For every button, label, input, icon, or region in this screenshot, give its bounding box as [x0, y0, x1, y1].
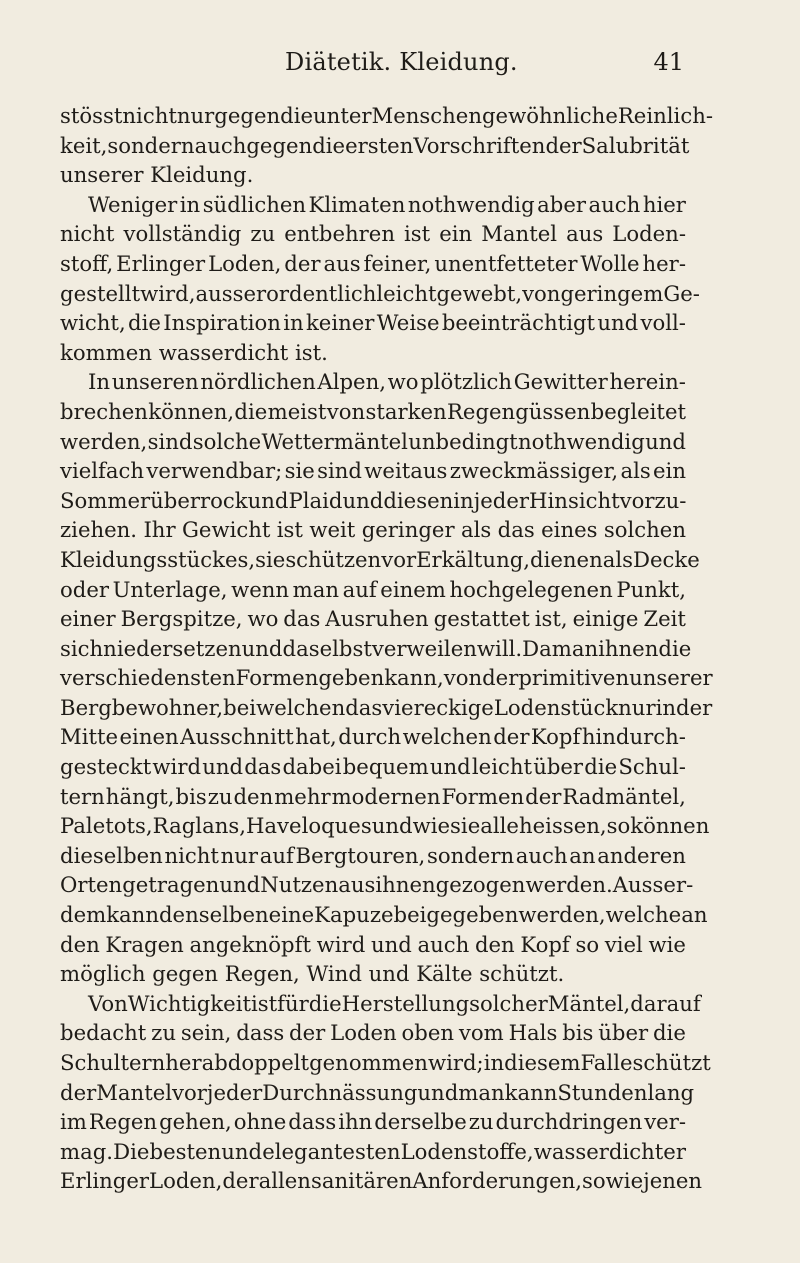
text-line: im Regen gehen, ohne dass ihn derselbe zu durchdringen ver-	[60, 1109, 686, 1135]
text-line: oder Unterlage, wenn man auf einem hochgelegenen Punkt,	[60, 576, 686, 602]
text-line: mag. Die besten und elegantesten Lodenstoffe, wasserdichter	[60, 1138, 686, 1164]
text-line: werden, sind solche Wettermäntel unbedingt nothwendig und	[60, 428, 686, 454]
text-line: möglich gegen Regen, Wind und Kälte schützt.	[60, 961, 565, 987]
text-line: Bergbewohner, bei welchen das viereckige Lodenstück nur in der	[60, 694, 713, 720]
text-line: Erlinger Loden, der allen sanitären Anforderungen, sowie jenen	[60, 1168, 703, 1194]
text-line: Mitte einen Ausschnitt hat, durch welchen der Kopf hindurch-	[60, 724, 686, 750]
text-line: verschiedensten Formen geben kann, von der primitiven unserer	[60, 665, 713, 691]
text-line: der Mantel vor jeder Durchnässung und man kann Stunden lang	[60, 1079, 695, 1105]
text-line: dem kann denselben eine Kapuze beigegeben werden, welche an	[60, 902, 708, 928]
text-line: unserer Kleidung.	[60, 162, 254, 188]
text-line: einer Bergspitze, wo das Ausruhen gestattet ist, einige Zeit	[60, 606, 686, 632]
text-line: sich niedersetzen und daselbst verweilen will. Da man ihnen die	[60, 635, 692, 661]
text-line: Von Wichtigkeit ist für die Herstellung solcher Mäntel, darauf	[88, 990, 701, 1016]
text-line: gesteckt wird und das dabei bequem und leicht über die Schul-	[60, 754, 686, 780]
text-line: brechen können, die meist von starken Regengüssen begleitet	[60, 398, 686, 424]
body-text	[60, 101, 713, 1196]
page-number: 41	[653, 48, 684, 76]
text-line: ziehen. Ihr Gewicht ist weit geringer als das eines solchen	[60, 517, 686, 543]
text-line: Weniger in südlichen Klimaten nothwendig aber auch hier	[88, 191, 686, 217]
text-line: Paletots, Raglans, Haveloques und wie sie alle heissen, so können	[60, 813, 710, 839]
text-line: nicht vollständig zu entbehren ist ein Mantel aus Loden-	[60, 221, 686, 247]
text-line: dieselben nicht nur auf Bergtouren, sondern auch an anderen	[60, 842, 686, 868]
text-line: keit, sondern auch gegen die ersten Vorschriften der Salubrität	[60, 132, 690, 158]
text-line: den Kragen angeknöpft wird und auch den Kopf so viel wie	[60, 931, 686, 957]
page-header	[60, 48, 684, 88]
running-title: Diätetik. Kleidung.	[285, 48, 518, 76]
text-line: In unseren nördlichen Alpen, wo plötzlich Gewitter herein-	[88, 369, 686, 395]
text-line: kommen wasserdicht ist.	[60, 339, 328, 365]
text-line: Schultern herab doppelt genommen wird; in diesem Falle schützt	[60, 1050, 711, 1075]
text-line: Orten getragen und Nutzen aus ihnen gezogen werden. Ausser-	[60, 872, 694, 898]
text-line: tern hängt, bis zu den mehr modernen Formen der Radmäntel,	[60, 783, 686, 809]
text-line: stoff, Erlinger Loden, der aus feiner, unentfetteter Wolle her-	[60, 250, 686, 276]
text-line: bedacht zu sein, dass der Loden oben vom Hals bis über die	[60, 1020, 686, 1046]
text-line: wicht, die Inspiration in keiner Weise beeinträchtigt und voll-	[60, 310, 686, 336]
text-line: Sommerüberrock und Plaid und diesen in jeder Hinsicht vorzu-	[60, 487, 687, 513]
text-line: gestellt wird, ausserordentlich leicht gewebt, von geringem Ge-	[60, 280, 700, 306]
text-line: stösst nicht nur gegen die unter Menschen gewöhnliche Reinlich-	[60, 103, 713, 128]
text-line: Kleidungsstückes, sie schützen vor Erkältung, dienen als Decke	[60, 546, 700, 572]
text-line: vielfach verwendbar; sie sind weitaus zweckmässiger, als ein	[60, 458, 686, 484]
